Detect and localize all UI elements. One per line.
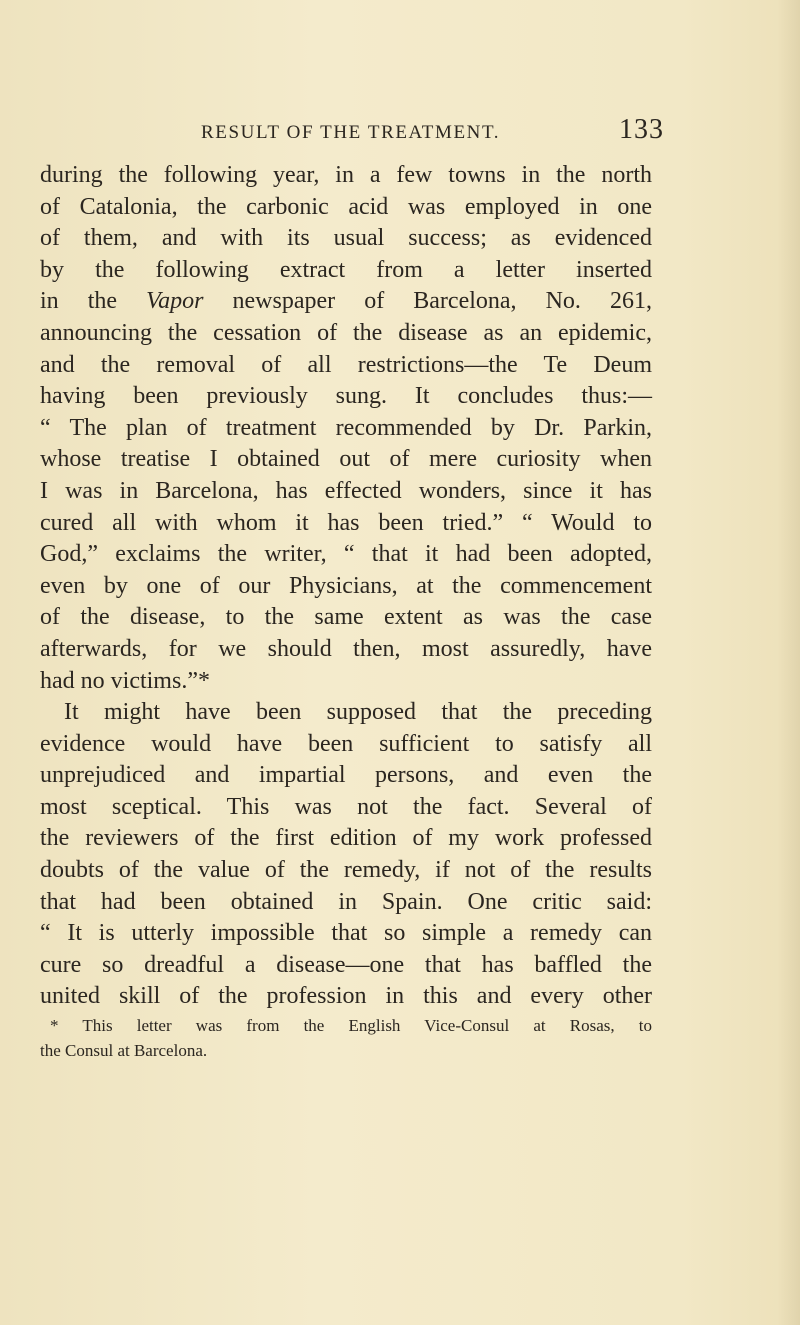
text-line: having been previously sung. It concludes thus:— bbox=[40, 383, 652, 410]
text-line: had no victims.”* bbox=[40, 667, 210, 694]
text-line: even by one of our Physicians, at the commencement bbox=[40, 572, 652, 599]
text-line: the reviewers of the first edition of my work professed bbox=[40, 825, 652, 852]
text-fragment: newspaper of Barcelona, No. 261, bbox=[232, 288, 652, 315]
text-line: God,” exclaims the writer, “ that it had been adopted, bbox=[40, 541, 652, 568]
page-header bbox=[201, 114, 681, 158]
text-line: of them, and with its usual success; as evidenced bbox=[40, 225, 652, 252]
paragraph-start-line: It might have been supposed that the preceding bbox=[64, 699, 652, 726]
text-line: of the disease, to the same extent as was the case bbox=[40, 604, 652, 631]
text-line: cure so dreadful a disease—one that has baffled the bbox=[40, 951, 652, 978]
footnote-line: the Consul at Barcelona. bbox=[40, 1041, 208, 1060]
text-line: of Catalonia, the carbonic acid was employed in one bbox=[40, 193, 652, 220]
text-line: “ It is utterly impossible that so simple a remedy can bbox=[40, 920, 652, 947]
page-edge-shadow bbox=[778, 0, 800, 1325]
newspaper-name: Vapor bbox=[146, 288, 204, 315]
text-line: doubts of the value of the remedy, if not of the results bbox=[40, 857, 652, 884]
text-line: announcing the cessation of the disease as an epidemic, bbox=[40, 319, 652, 346]
footnote-line: * This letter was from the English Vice-Consul at Rosas, to bbox=[50, 1016, 652, 1035]
page-number: 133 bbox=[619, 114, 664, 145]
text-line: whose treatise I obtained out of mere curiosity when bbox=[40, 446, 652, 473]
text-line: unprejudiced and impartial persons, and even the bbox=[40, 762, 652, 789]
text-line: I was in Barcelona, has effected wonders, since it has bbox=[40, 477, 652, 504]
text-line: most sceptical. This was not the fact. Several of bbox=[40, 793, 652, 820]
text-line bbox=[40, 286, 652, 318]
running-title: RESULT OF THE TREATMENT. bbox=[201, 122, 501, 143]
text-line: afterwards, for we should then, most assuredly, have bbox=[40, 635, 652, 662]
body-text bbox=[40, 160, 652, 1013]
text-line: united skill of the profession in this and every other bbox=[40, 983, 652, 1010]
text-line: “ The plan of treatment recommended by Dr. Parkin, bbox=[40, 414, 652, 441]
text-line: during the following year, in a few towns in the north bbox=[40, 162, 652, 188]
text-line: evidence would have been sufficient to satisfy all bbox=[40, 730, 652, 757]
text-line: that had been obtained in Spain. One critic said: bbox=[40, 888, 652, 915]
text-line: and the removal of all restrictions—the Te Deum bbox=[40, 351, 652, 378]
footnote bbox=[40, 1013, 652, 1063]
text-line: cured all with whom it has been tried.” “ Would to bbox=[40, 509, 652, 536]
text-fragment: in the bbox=[40, 288, 118, 315]
text-line: by the following extract from a letter inserted bbox=[40, 256, 652, 283]
